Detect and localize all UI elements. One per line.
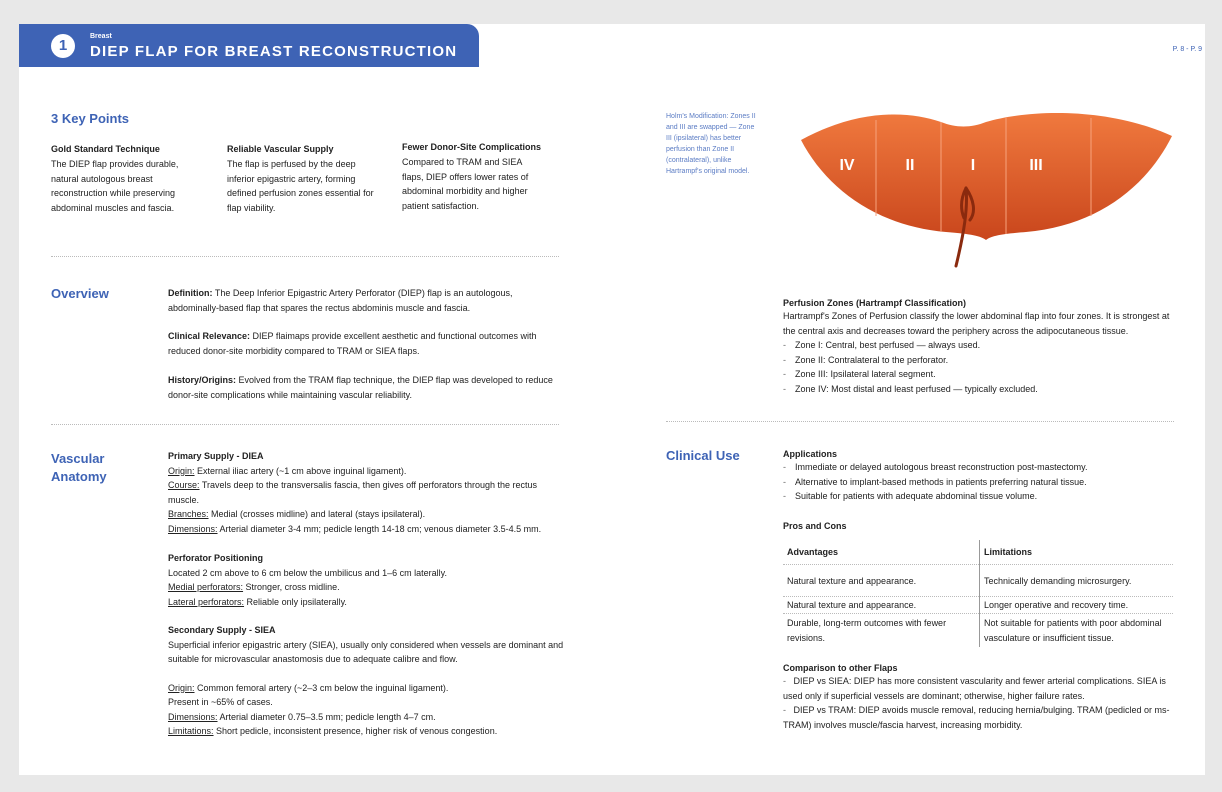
text: Travels deep to the transversalis fascia, then gives off perforators through the rectus muscle. (168, 480, 538, 505)
overview-definition (168, 286, 560, 315)
applications-list (783, 460, 1175, 504)
label: Origin: (168, 682, 195, 693)
comparison-item (783, 674, 1175, 703)
label: Limitations: (168, 726, 214, 736)
text: Evolved from the TRAM flap technique, the DIEP flap was developed to reduce donor-site complications while maintaining vascular reliability. (168, 375, 553, 400)
perfusion-title: Perfusion Zones (Hartrampf Classification) (783, 298, 967, 308)
dimensions-line (168, 710, 564, 725)
label: Dimensions: (168, 711, 218, 722)
overview-history (168, 373, 560, 402)
list-item: - Suitable for patients with adequate abdominal tissue volume. (783, 489, 1175, 504)
page-range: P. 8 - P. 9 (1172, 46, 1202, 53)
text: DIEP flaimaps provide excellent aesthetic and functional outcomes with reduced donor-site morbidity compared to TRAM or SIEA flaps. (168, 331, 537, 356)
limitations-line (168, 724, 564, 739)
page-title: DIEP FLAP FOR BREAST RECONSTRUCTION (90, 43, 458, 60)
list-item: - Zone I: Central, best perfused — always used. (783, 338, 1175, 353)
key-point-body: The flap is perfused by the deep inferior epigastric artery, forming defined perfusion zones essential for flap viability. (227, 159, 374, 213)
text: Short pedicle, inconsistent presence, higher risk of venous congestion. (213, 726, 498, 736)
abdominal-flap (801, 113, 1172, 240)
list-item: - Zone III: Ipsilateral lateral segment. (783, 367, 1175, 382)
vascular-anatomy-heading (51, 450, 107, 486)
zone-label-ii: II (905, 157, 915, 174)
text: Arterial diameter 0.75–3.5 mm; pedicle length 4–7 cm. (217, 711, 436, 722)
clinical-use-heading: Clinical Use (666, 448, 740, 463)
divider (51, 256, 559, 257)
table-cell: Technically demanding microsurgery. (980, 565, 1174, 597)
label: Definition: (168, 288, 213, 298)
key-point-2 (227, 143, 385, 215)
key-point-title: Fewer Donor-Site Complications (402, 142, 542, 152)
course-line (168, 478, 563, 507)
list-item: - Immediate or delayed autologous breast reconstruction post-mastectomy. (783, 460, 1175, 475)
zone-label-i: I (970, 157, 976, 174)
perforator-positioning (168, 551, 563, 609)
dash-icon: - (783, 705, 794, 715)
label: Clinical Relevance: (168, 331, 251, 341)
pros-cons-table (783, 540, 1173, 647)
section-label: Breast (90, 33, 112, 40)
lateral-line (168, 595, 563, 610)
list-item: - Alternative to implant-based methods in patients preferring natural tissue. (783, 475, 1175, 490)
key-point-1 (51, 143, 201, 215)
list-item: - Zone IV: Most distal and least perfused — typically excluded. (783, 382, 1175, 397)
text: Medial (crosses midline) and lateral (stays ipsilateral). (208, 509, 426, 519)
comparison-item (783, 703, 1175, 732)
dimensions-line (168, 522, 563, 537)
table-row (783, 565, 1173, 597)
spacer (168, 667, 564, 681)
comparison-section (783, 662, 1175, 732)
breast-logo-icon: 1 (51, 34, 75, 58)
primary-supply (168, 449, 563, 536)
pros-cons-title: Pros and Cons (783, 521, 847, 531)
key-point-body: Compared to TRAM and SIEA flaps, DIEP offers lower rates of abdominal morbidity and higher patient satisfaction. (402, 157, 529, 211)
secondary-supply (168, 623, 564, 739)
zone-label-iv: IV (839, 157, 855, 174)
table-cell: Natural texture and appearance. (783, 565, 980, 597)
comparison-text: DIEP vs SIEA: DIEP has more consistent vascularity and fewer arterial complications. SIEA is used only if superficial vessels are dominant; otherwise, higher failure rates. (783, 676, 1166, 701)
label: Course: (168, 480, 200, 490)
primary-supply-title: Primary Supply - DIEA (168, 451, 264, 461)
overview-clinical-relevance (168, 329, 560, 358)
label: Medial perforators: (168, 582, 244, 592)
holm-modification-note: Holm's Modification: Zones II and III are swapped — Zone III (ipsilateral) has better perfusion than Zone II (contralateral), unlike Hartrampf's original model. (666, 113, 756, 175)
presence-line: Present in ~65% of cases. (168, 697, 273, 707)
label: Origin: (168, 465, 195, 476)
text: External iliac artery (~1 cm above inguinal ligament). (194, 465, 407, 476)
key-points-heading: 3 Key Points (51, 111, 130, 126)
header-banner (19, 24, 479, 67)
key-point-title: Gold Standard Technique (51, 144, 160, 154)
list-item: - Zone II: Contralateral to the perforator. (783, 353, 1175, 368)
text: Arterial diameter 3-4 mm; pedicle length 14-18 cm; venous diameter 3.5-4.5 mm. (217, 523, 542, 534)
label: Dimensions: (168, 523, 218, 534)
overview-heading: Overview (51, 286, 109, 301)
divider (666, 421, 1174, 422)
origin-line (168, 464, 563, 479)
text: Common femoral artery (~2–3 cm below the inguinal ligament). (194, 682, 449, 693)
table-row (783, 597, 1173, 614)
perfusion-zones-diagram (796, 108, 1178, 274)
table-cell: Natural texture and appearance. (783, 597, 980, 614)
column-header-advantages: Advantages (783, 540, 980, 565)
applications-title: Applications (783, 449, 838, 459)
column-header-limitations: Limitations (980, 540, 1174, 565)
comparison-title: Comparison to other Flaps (783, 663, 898, 673)
label: History/Origins: (168, 375, 237, 385)
location-line: Located 2 cm above to 6 cm below the umbilicus and 1–6 cm laterally. (168, 567, 447, 578)
text: Stronger, cross midline. (243, 582, 340, 592)
key-point-title: Reliable Vascular Supply (227, 144, 334, 154)
text: The Deep Inferior Epigastric Artery Perforator (DIEP) flap is an autologous, abdominally-based flap that spares the rectus abdominis muscle and fascia. (168, 288, 513, 313)
label: Branches: (168, 509, 209, 519)
perfusion-intro: Hartrampf's Zones of Perfusion classify the lower abdominal flap into four zones. It is strongest at the central axis and decreases toward the periphery across the adipocutaneous tissue. (783, 311, 1170, 336)
table-cell: Not suitable for patients with poor abdominal vasculature or insufficient tissue. (984, 618, 1162, 643)
zone-label-iii: III (1029, 157, 1043, 174)
label: Lateral perforators: (168, 596, 245, 607)
perfusion-zone-list (783, 338, 1175, 396)
secondary-intro: Superficial inferior epigastric artery (SIEA), usually only considered when vessels are dominant and suitable for microvascular anastomosis due to adequate calibre and flow. (168, 639, 564, 664)
dash-icon: - (783, 676, 794, 686)
key-point-body: The DIEP flap provides durable, natural autologous breast reconstruction while preserving abdominal muscles and fascia. (51, 159, 179, 213)
branches-line (168, 507, 563, 522)
table-cell: Longer operative and recovery time. (980, 597, 1174, 614)
origin-line (168, 681, 564, 696)
table-row (783, 614, 1173, 648)
divider (51, 424, 559, 425)
heading-line: Anatomy (51, 469, 107, 484)
secondary-title: Secondary Supply - SIEA (168, 625, 276, 635)
table-cell: Durable, long-term outcomes with fewer revisions. (783, 614, 980, 648)
text: Reliable only ipsilaterally. (244, 596, 347, 607)
applications-section (783, 448, 1175, 504)
key-point-3 (402, 141, 542, 213)
heading-line: Vascular (51, 451, 105, 466)
table-header-row (783, 540, 1173, 565)
perfusion-zones-section (783, 297, 1175, 396)
medial-line (168, 580, 563, 595)
perforator-title: Perforator Positioning (168, 553, 264, 563)
comparison-text: DIEP vs TRAM: DIEP avoids muscle removal, reducing hernia/bulging. TRAM (pedicled or ms-TRAM) involves muscle/fascia harvest, increasing morbidity. (783, 705, 1170, 730)
